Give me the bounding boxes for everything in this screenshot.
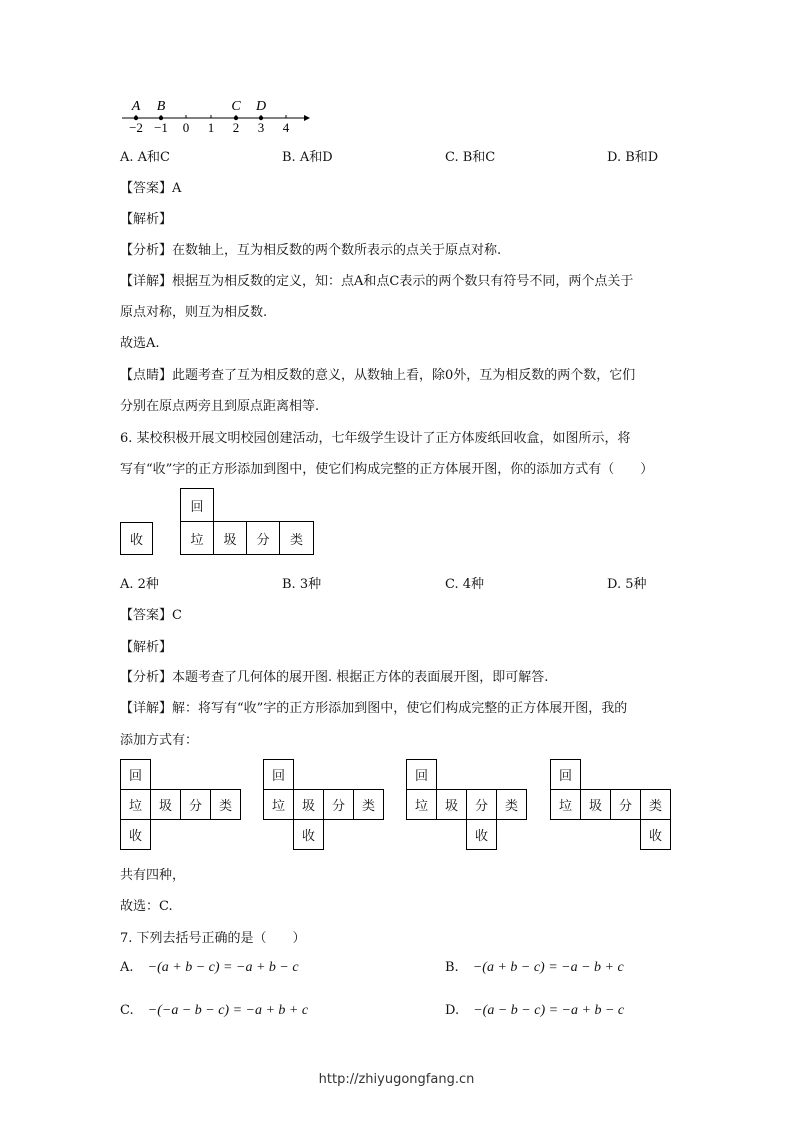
q5-dianjing-2: 分别在原点两旁且到原点距离相等. [120, 399, 320, 414]
q6-solution-cell: 类 [210, 789, 241, 820]
q7-option-c [120, 1003, 308, 1019]
q7-option-b [445, 960, 624, 976]
q7-option-d [445, 1003, 624, 1019]
q6-solution-shou: 收 [466, 819, 497, 850]
number-line-tick-label: −1 [154, 120, 168, 135]
q6-solution-hui: 回 [120, 759, 151, 790]
q6-solution-shou: 收 [293, 819, 324, 850]
q7-option-b-label: B. [445, 960, 459, 975]
q7-option-a-expr: −(a + b − c) = −a + b − c [147, 960, 299, 975]
number-line-point [234, 116, 238, 120]
q5-analysis-title: 【解析】 [120, 212, 173, 227]
q6-option-c: C. 4种 [445, 577, 485, 592]
number-line-tick-label: −2 [129, 120, 143, 135]
q7-stem: 7. 下列去括号正确的是（ ） [120, 931, 306, 946]
q6-total: 共有四种， [120, 868, 186, 883]
q5-option-d: D. B和D [607, 150, 659, 165]
q6-solution-hui: 回 [406, 759, 437, 790]
number-line-tick-label: 2 [232, 120, 240, 135]
q6-xiangjie-2: 添加方式有： [120, 733, 199, 748]
number-line-point-label: A [131, 99, 141, 114]
q6-figure-hui: 回 [180, 488, 214, 522]
q6-solution-cell: 圾 [580, 789, 611, 820]
q6-option-d: D. 5种 [607, 577, 647, 592]
q6-choose: 故选：C. [120, 899, 173, 914]
q6-solution-cell: 圾 [293, 789, 324, 820]
q6-solution-cell: 分 [180, 789, 211, 820]
q5-fenxi: 【分析】在数轴上，互为相反数的两个数所表示的点关于原点对称. [120, 243, 502, 258]
number-line-point [259, 116, 263, 120]
q7-option-a [120, 960, 299, 976]
q5-xiangjie-2: 原点对称，则互为相反数. [120, 305, 268, 320]
q6-solution-cell: 类 [496, 789, 527, 820]
q6-stem-2: 写有“收”字的正方形添加到图中，使它们构成完整的正方体展开图，你的添加方式有（ ） [120, 462, 654, 477]
q6-solution-cell: 类 [640, 789, 671, 820]
q6-solution-hui: 回 [263, 759, 294, 790]
q6-solution-shou: 收 [120, 819, 151, 850]
q6-fenxi: 【分析】本题考查了几何体的展开图. 根据正方体的表面展开图，即可解答. [120, 670, 549, 685]
q6-figure-cell: 类 [279, 521, 314, 555]
q6-solution-cell: 圾 [150, 789, 181, 820]
q6-solution-cell: 圾 [436, 789, 467, 820]
q6-solution-cell: 分 [610, 789, 641, 820]
q5-option-b: B. A和D [282, 150, 333, 165]
number-line-point [134, 116, 138, 120]
number-line-tick-label: 1 [207, 120, 215, 135]
q6-option-b: B. 3种 [282, 577, 322, 592]
q6-answer: 【答案】C [120, 608, 182, 623]
q7-option-b-expr: −(a + b − c) = −a − b + c [472, 960, 624, 975]
q7-option-d-expr: −(a − b − c) = −a + b − c [473, 1003, 625, 1018]
number-line-figure [118, 96, 318, 136]
number-line-tick-label: 0 [182, 120, 190, 135]
q6-figure-shou: 收 [120, 522, 153, 555]
q6-option-a: A. 2种 [120, 577, 159, 592]
q6-solution-hui: 回 [550, 759, 581, 790]
number-line-arrow [304, 115, 310, 121]
q7-option-c-expr: −(−a − b − c) = −a + b + c [147, 1003, 309, 1018]
q6-figure-cell: 分 [246, 521, 280, 555]
q5-dianjing-1: 【点睛】此题考查了互为相反数的意义，从数轴上看，除0外，互为相反数的两个数，它们 [120, 368, 636, 383]
q5-answer: 【答案】A [120, 181, 182, 196]
number-line-tick-label: 3 [257, 120, 265, 135]
q6-figure-cell: 垃 [180, 521, 214, 555]
q5-option-a: A. A和C [120, 150, 170, 165]
q5-choose: 故选A. [120, 336, 160, 351]
q7-option-c-label: C. [120, 1003, 134, 1018]
q6-solution-cell: 垃 [263, 789, 294, 820]
footer-url[interactable]: http://zhiyugongfang.cn [318, 1072, 475, 1087]
number-line-point [159, 116, 163, 120]
q6-solution-shou: 收 [640, 819, 671, 850]
q6-solution-cell: 垃 [406, 789, 437, 820]
q6-solution-cell: 类 [353, 789, 384, 820]
number-line-tick-label: 4 [282, 120, 290, 135]
number-line-point-label: B [156, 99, 166, 114]
q6-solution-cell: 垃 [550, 789, 581, 820]
q5-option-c: C. B和C [445, 150, 496, 165]
q6-solution-cell: 分 [466, 789, 497, 820]
number-line-point-label: D [255, 99, 267, 114]
q7-option-a-label: A. [120, 960, 134, 975]
q6-stem-1: 6. 某校积极开展文明校园创建活动，七年级学生设计了正方体废纸回收盒，如图所示，将 [120, 431, 631, 446]
q6-analysis-title: 【解析】 [120, 640, 173, 655]
q7-option-d-label: D. [445, 1003, 460, 1018]
q6-figure-cell: 圾 [213, 521, 247, 555]
q5-xiangjie-1: 【详解】根据互为相反数的定义，知：点A和点C表示的两个数只有符号不同，两个点关于 [120, 274, 634, 289]
number-line-point-label: C [231, 99, 241, 114]
q6-xiangjie-1: 【详解】解：将写有“收”字的正方形添加到图中，使它们构成完整的正方体展开图，我的 [120, 701, 628, 716]
q6-solution-cell: 分 [323, 789, 354, 820]
q6-solution-cell: 垃 [120, 789, 151, 820]
